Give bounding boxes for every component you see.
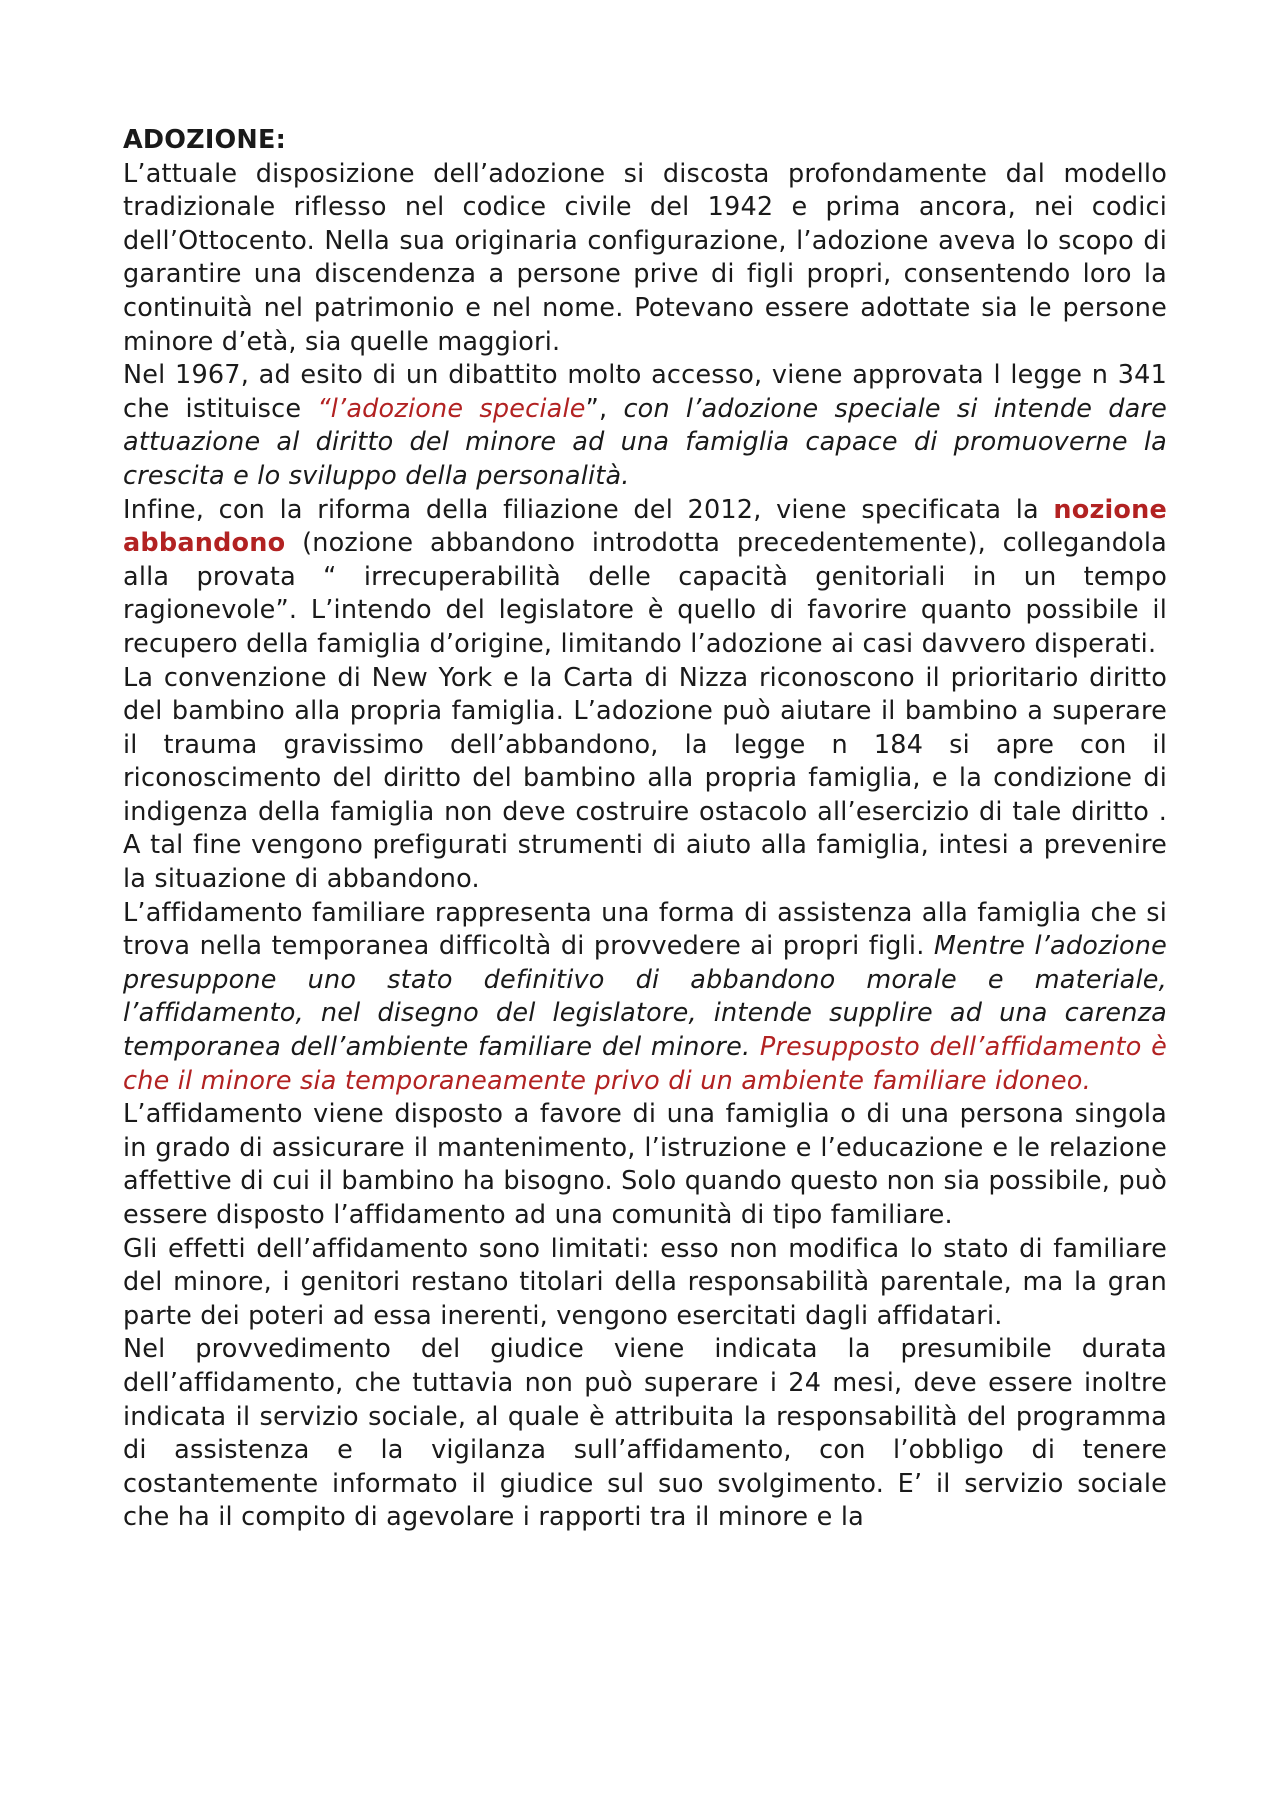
paragraph-3 bbox=[123, 494, 1167, 662]
paragraph-1: L’attuale disposizione dell’adozione si discosta profondamente dal modello tradizionale riflesso nel codice civile del 1942 e prima ancora, nei codici dell’Ottocento. Nella sua originaria configurazione, l’adozione aveva lo scopo di garantire una discendenza a persone prive di figli propri, consentendo loro la continuità nel patrimonio e nel nome. Potevano essere adottate sia le persone minore d’età, sia quelle maggiori. bbox=[123, 158, 1167, 357]
paragraph-3-rest: (nozione abbandono introdotta precedentemente), collegandola alla provata “ irrecuperabilità delle capacità genitoriali in un tempo ragionevole”. L’intendo del legislatore è quello di favorire quanto possibile il recupero della famiglia d’origine, limitando l’adozione ai casi davvero disperati. bbox=[123, 528, 1167, 659]
paragraph-5 bbox=[123, 897, 1167, 1099]
document-page bbox=[123, 124, 1167, 1535]
paragraph-2 bbox=[123, 359, 1167, 493]
paragraph-5-italic: Mentre l’adozione presuppone uno stato definitivo di abbandono morale e materiale, l’affidamento, nel disegno del legislatore, intende supplire ad una carenza temporanea dell’ambiente familiare del minore. bbox=[123, 931, 1167, 1063]
document-title: ADOZIONE: bbox=[123, 125, 286, 155]
paragraph-2-text: Nel 1967, ad esito di un dibattito molto accesso, viene approvata l legge n 341 che istituisce bbox=[123, 360, 1167, 424]
adozione-speciale-quote: “l’adozione speciale bbox=[317, 393, 586, 424]
closing-quote: ”, bbox=[585, 393, 624, 424]
paragraph-6: L’affidamento viene disposto a favore di una famiglia o di una persona singola in grado di assicurare il mantenimento, l’istruzione e l’educazione e le relazione affettive di cui il bambino ha bisogno. Solo quando questo non sia possibile, può essere disposto l’affidamento ad una comunità di tipo familiare. bbox=[123, 1099, 1167, 1230]
paragraph-8: Nel provvedimento del giudice viene indicata la presumibile durata dell’affidamento, che tuttavia non può superare i 24 mesi, deve essere inoltre indicata il servizio sociale, al quale è attribuita la responsabilità del programma di assistenza e la vigilanza sull’affidamento, con l’obbligo di tenere costantemente informato il giudice sul suo svolgimento. E’ il servizio sociale che ha il compito di agevolare i rapporti tra il minore e la bbox=[123, 1334, 1167, 1533]
paragraph-5-text: L’affidamento familiare rappresenta una forma di assistenza alla famiglia che si trova nella temporanea difficoltà di provvedere ai propri figli. bbox=[123, 897, 1167, 962]
paragraph-2-italic: con l’adozione speciale si intende dare attuazione al diritto del minore ad una famiglia capace di promuoverne la crescita e lo sviluppo della personalità. bbox=[123, 393, 1167, 491]
nozione-abbandono-highlight: nozione abbandono bbox=[123, 494, 1167, 559]
paragraph-4: La convenzione di New York e la Carta di Nizza riconoscono il prioritario diritto del bambino alla propria famiglia. L’adozione può aiutare il bambino a superare il trauma gravissimo dell’abbandono, la legge n 184 si apre con il riconoscimento del diritto del bambino alla propria famiglia, e la condizione di indigenza della famiglia non deve costruire ostacolo all’esercizio di tale diritto . A tal fine vengono prefigurati strumenti di aiuto alla famiglia, intesi a prevenire la situazione di abbandono. bbox=[123, 662, 1167, 895]
paragraph-7: Gli effetti dell’affidamento sono limitati: esso non modifica lo stato di familiare del minore, i genitori restano titolari della responsabilità parentale, ma la gran parte dei poteri ad essa inerenti, vengono esercitati dagli affidatari. bbox=[123, 1233, 1167, 1331]
paragraph-3-text: Infine, con la riforma della filiazione del 2012, viene specificata la bbox=[123, 494, 1054, 525]
paragraph-5-red-italic: Presupposto dell’affidamento è che il minore sia temporaneamente privo di un ambiente familiare idoneo. bbox=[123, 1032, 1167, 1096]
